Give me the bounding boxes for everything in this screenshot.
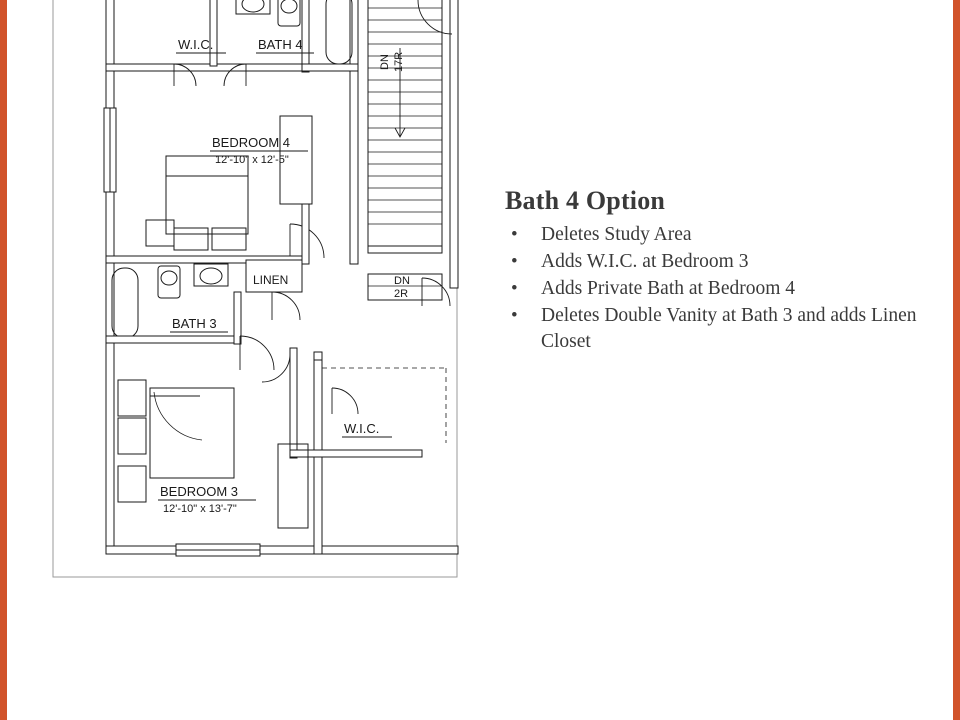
list-item [505, 303, 925, 355]
right-accent-bar [953, 0, 960, 720]
notes-title: Bath 4 Option [505, 186, 666, 215]
room-label-bath4: BATH 4 [258, 37, 303, 52]
room-label-bedroom4: BEDROOM 4 [212, 135, 291, 150]
list-item-label: Adds Private Bath at Bedroom 4 [541, 278, 796, 299]
list-item-label: Deletes Study Area [541, 224, 692, 245]
stair-label-dn-2r-line2: 2R [394, 288, 409, 300]
room-dims-bedroom4: 12'-10" x 12'-5" [215, 154, 289, 166]
bullet-glyph: • [511, 278, 518, 299]
bullet-glyph: • [511, 251, 518, 272]
list-item [505, 222, 925, 248]
list-item [505, 276, 925, 302]
room-label-bath3: BATH 3 [172, 316, 217, 331]
room-label-linen: LINEN [253, 273, 289, 287]
left-accent-bar [0, 0, 7, 720]
room-dims-bedroom3: 12'-10" x 13'-7" [163, 503, 237, 515]
room-label-wic-lower: W.I.C. [344, 421, 380, 436]
stair-label-dn-2r-line1: DN [394, 275, 410, 287]
room-label-bedroom3: BEDROOM 3 [160, 484, 239, 499]
stair-label-dn-17r-line1: DN [379, 54, 391, 70]
list-item-label: Adds W.I.C. at Bedroom 3 [541, 251, 749, 272]
options-notes-panel [505, 186, 925, 356]
bullet-glyph: • [511, 224, 518, 245]
floorplan-drawing [50, 0, 462, 578]
bullet-glyph: • [511, 305, 518, 326]
stair-label-dn-17r-line2: 17R [393, 51, 405, 72]
room-label-wic-upper: W.I.C. [178, 37, 214, 52]
notes-list [505, 222, 925, 355]
list-item [505, 249, 925, 275]
list-item-label: Deletes Double Vanity at Bath 3 and adds Linen Closet [541, 305, 917, 352]
